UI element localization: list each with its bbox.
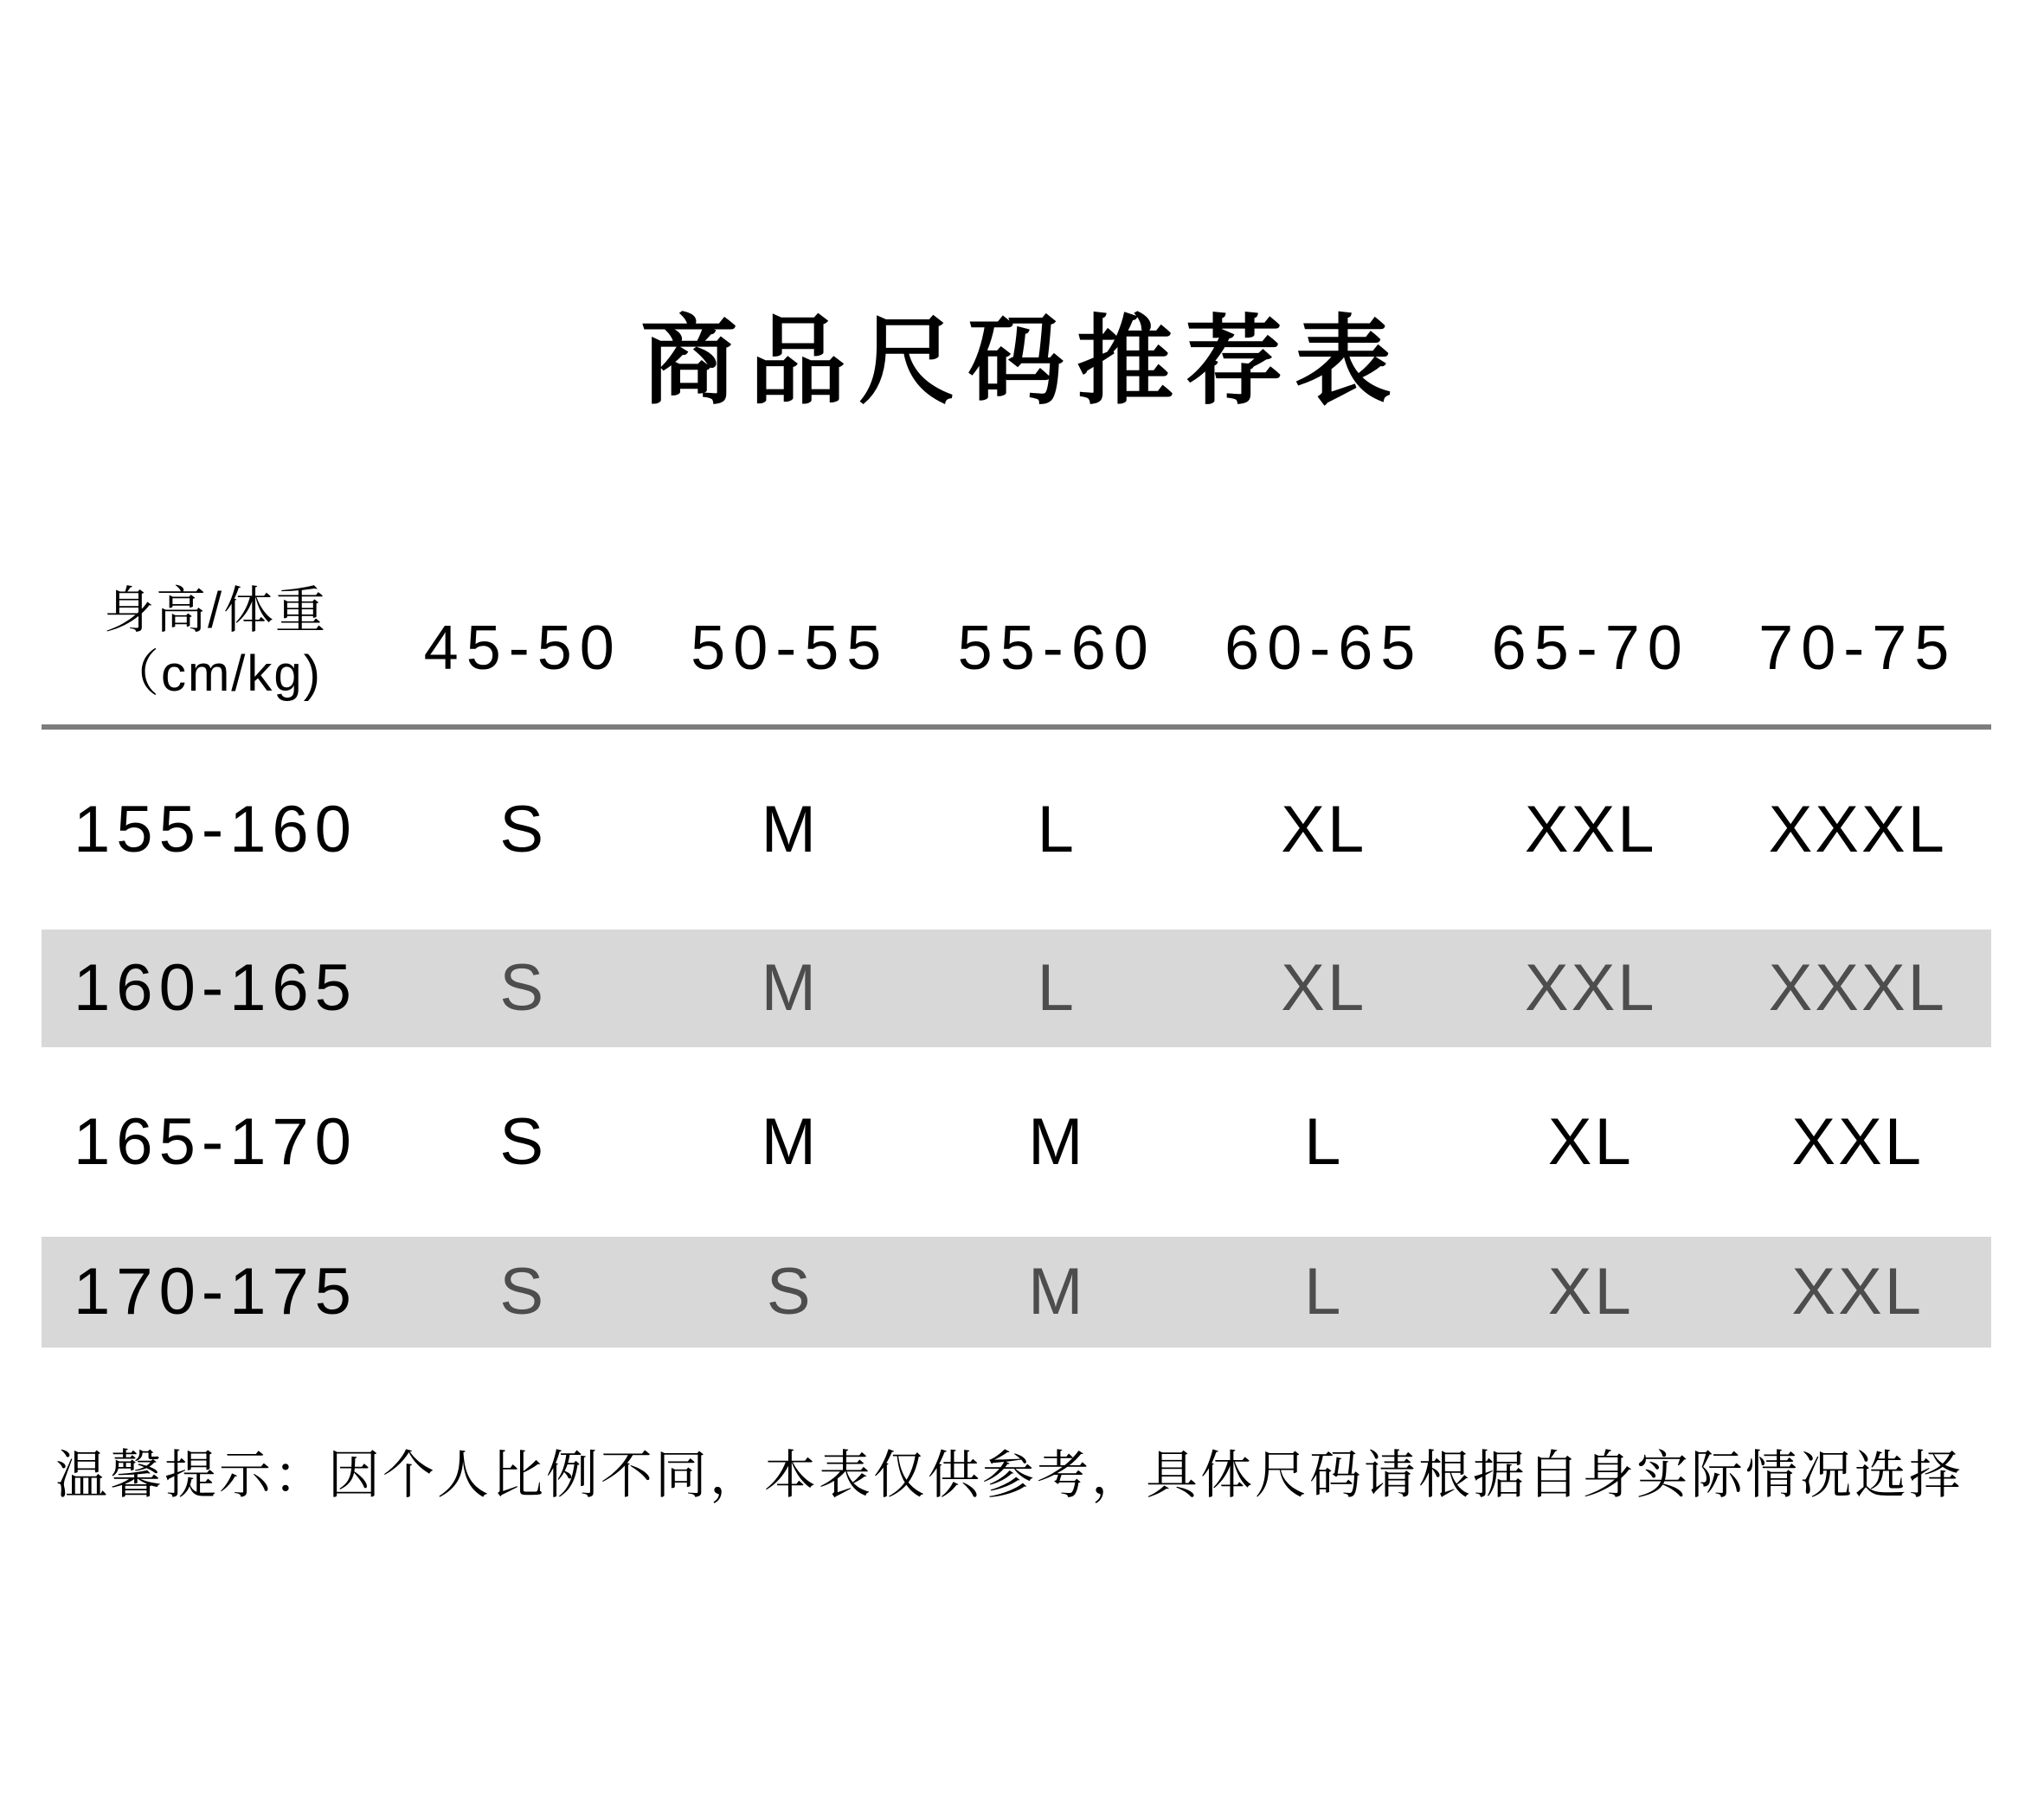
size-cell: XL — [1547, 1255, 1634, 1329]
size-cell: M — [1028, 1104, 1086, 1179]
size-cell: S — [499, 1255, 547, 1329]
size-cell: L — [1304, 1104, 1344, 1179]
size-cell: M — [1028, 1255, 1086, 1329]
corner-header-line2: （cm/kg) — [108, 645, 322, 702]
size-cell: S — [499, 1104, 547, 1179]
corner-header — [42, 579, 389, 724]
weight-range-header: 45-50 — [423, 614, 622, 683]
size-cell: XL — [1281, 951, 1367, 1025]
size-cell: S — [499, 792, 547, 866]
size-cell: L — [1304, 1255, 1344, 1329]
size-cell: XXL — [1524, 792, 1657, 866]
size-cell: L — [1037, 792, 1077, 866]
size-cell: M — [761, 1104, 819, 1179]
height-range-cell: 165-170 — [74, 1104, 357, 1179]
size-cell: XXL — [1524, 951, 1657, 1025]
weight-range-header: 65-70 — [1491, 614, 1690, 683]
table-row — [42, 730, 1991, 930]
table-row — [42, 930, 1991, 1047]
corner-header-line1: 身高/体重 — [103, 582, 328, 639]
size-cell: XXXL — [1768, 792, 1947, 866]
table-header-row — [42, 562, 1991, 724]
table-row — [42, 1047, 1991, 1237]
size-cell: S — [766, 1255, 813, 1329]
height-range-cell: 160-165 — [74, 951, 357, 1025]
weight-range-header: 55-60 — [957, 614, 1156, 683]
table-row — [42, 1237, 1991, 1348]
size-table — [42, 562, 1991, 1348]
height-range-cell: 155-160 — [74, 792, 357, 866]
size-cell: S — [499, 951, 547, 1025]
weight-range-header: 60-65 — [1224, 614, 1424, 683]
weight-range-header: 50-55 — [691, 614, 890, 683]
weight-range-header: 70-75 — [1758, 614, 1957, 683]
size-cell: L — [1037, 951, 1077, 1025]
page-title: 商品尺码推荐表 — [640, 307, 1404, 415]
size-cell: XXL — [1791, 1104, 1925, 1179]
size-cell: XXL — [1791, 1255, 1925, 1329]
note-text: 温馨提示：因个人比例不同，本表仅供参考，具体尺码请根据自身实际情况选择 — [55, 1446, 1964, 1504]
size-cell: M — [761, 951, 819, 1025]
size-cell: XL — [1281, 792, 1367, 866]
size-cell: M — [761, 792, 819, 866]
height-range-cell: 170-175 — [74, 1255, 357, 1329]
size-cell: XL — [1547, 1104, 1634, 1179]
size-cell: XXXL — [1768, 951, 1947, 1025]
